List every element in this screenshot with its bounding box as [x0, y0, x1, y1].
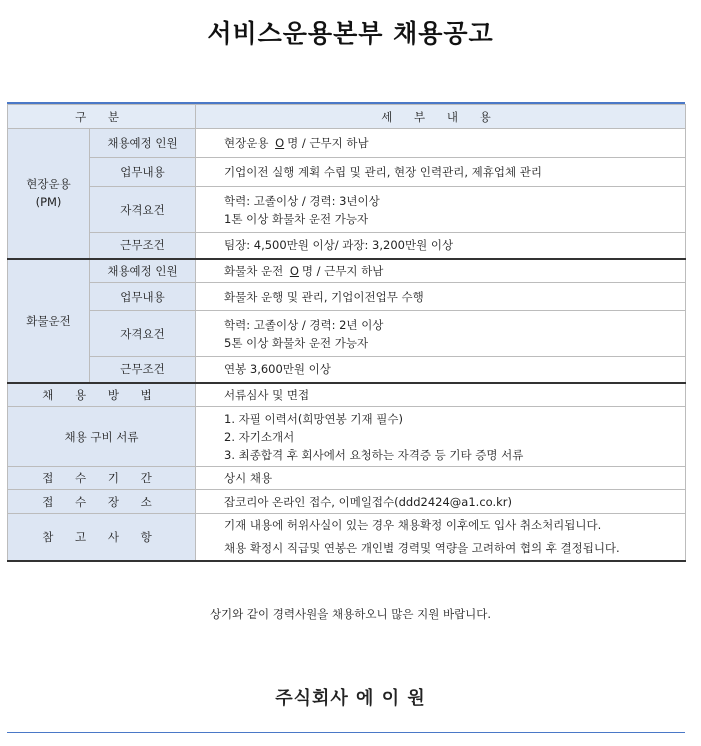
company-name: 주식회사 에 이 원	[275, 688, 426, 709]
notes-value: 기재 내용에 허위사실이 있는 경우 채용확정 이후에도 입사 취소처리됩니다. 채용 확정시 직급및 연봉은 개인별 경력및 역량을 고려하여 협의 후 결정됩니다.	[196, 514, 686, 562]
header-category: 구 분	[8, 105, 196, 129]
duties-value: 기업이전 실행 계획 수립 및 관리, 현장 인력관리, 제휴업체 관리	[196, 158, 686, 187]
qualification-value: 학력: 고졸이상 / 경력: 3년이상 1톤 이상 화물차 운전 가능자	[196, 187, 686, 233]
notes-label: 참 고 사 항	[8, 514, 196, 562]
group-label-pm: 현장운용 (PM)	[8, 129, 90, 259]
method-label: 채 용 방 법	[8, 383, 196, 407]
list-item: 2. 자기소개서	[224, 429, 295, 444]
row-label: 업무내용	[90, 283, 196, 311]
row-label: 채용예정 인원	[90, 129, 196, 158]
page-title: 서비스운용본부 채용공고	[207, 19, 494, 48]
documents-label: 채용 구비 서류	[8, 407, 196, 467]
job-posting-table	[7, 104, 686, 562]
period-label: 접 수 기 간	[8, 467, 196, 490]
group-label-driver: 화물운전	[8, 259, 90, 383]
row-label: 자격요건	[90, 311, 196, 357]
place-value: 잡코리아 온라인 접수, 이메일접수(ddd2424@a1.co.kr)	[196, 490, 686, 514]
row-label: 채용예정 인원	[90, 259, 196, 283]
place-label: 접 수 장 소	[8, 490, 196, 514]
list-item: 1. 자필 이력서(희망연봉 기재 필수)	[224, 411, 403, 426]
duties-value: 화물차 운행 및 관리, 기업이전업무 수행	[196, 283, 686, 311]
row-label: 업무내용	[90, 158, 196, 187]
headcount-value: 화물차 운전 O 명 / 근무지 하남	[196, 259, 686, 283]
documents-list	[196, 407, 686, 467]
closing-message: 상기와 같이 경력사원을 채용하오니 많은 지원 바랍니다.	[209, 607, 492, 621]
period-value: 상시 채용	[196, 467, 686, 490]
headcount-value: 현장운용 O 명 / 근무지 하남	[196, 129, 686, 158]
bottom-divider	[7, 732, 685, 733]
list-item: 3. 최종합격 후 회사에서 요청하는 자격증 등 기타 증명 서류	[224, 447, 524, 462]
header-details: 세 부 내 용	[196, 105, 686, 129]
row-label: 근무조건	[90, 233, 196, 259]
conditions-value: 팀장: 4,500만원 이상/ 과장: 3,200만원 이상	[196, 233, 686, 259]
row-label: 자격요건	[90, 187, 196, 233]
conditions-value: 연봉 3,600만원 이상	[196, 357, 686, 383]
method-value: 서류심사 및 면접	[196, 383, 686, 407]
row-label: 근무조건	[90, 357, 196, 383]
qualification-value: 학력: 고졸이상 / 경력: 2년 이상 5톤 이상 화물차 운전 가능자	[196, 311, 686, 357]
